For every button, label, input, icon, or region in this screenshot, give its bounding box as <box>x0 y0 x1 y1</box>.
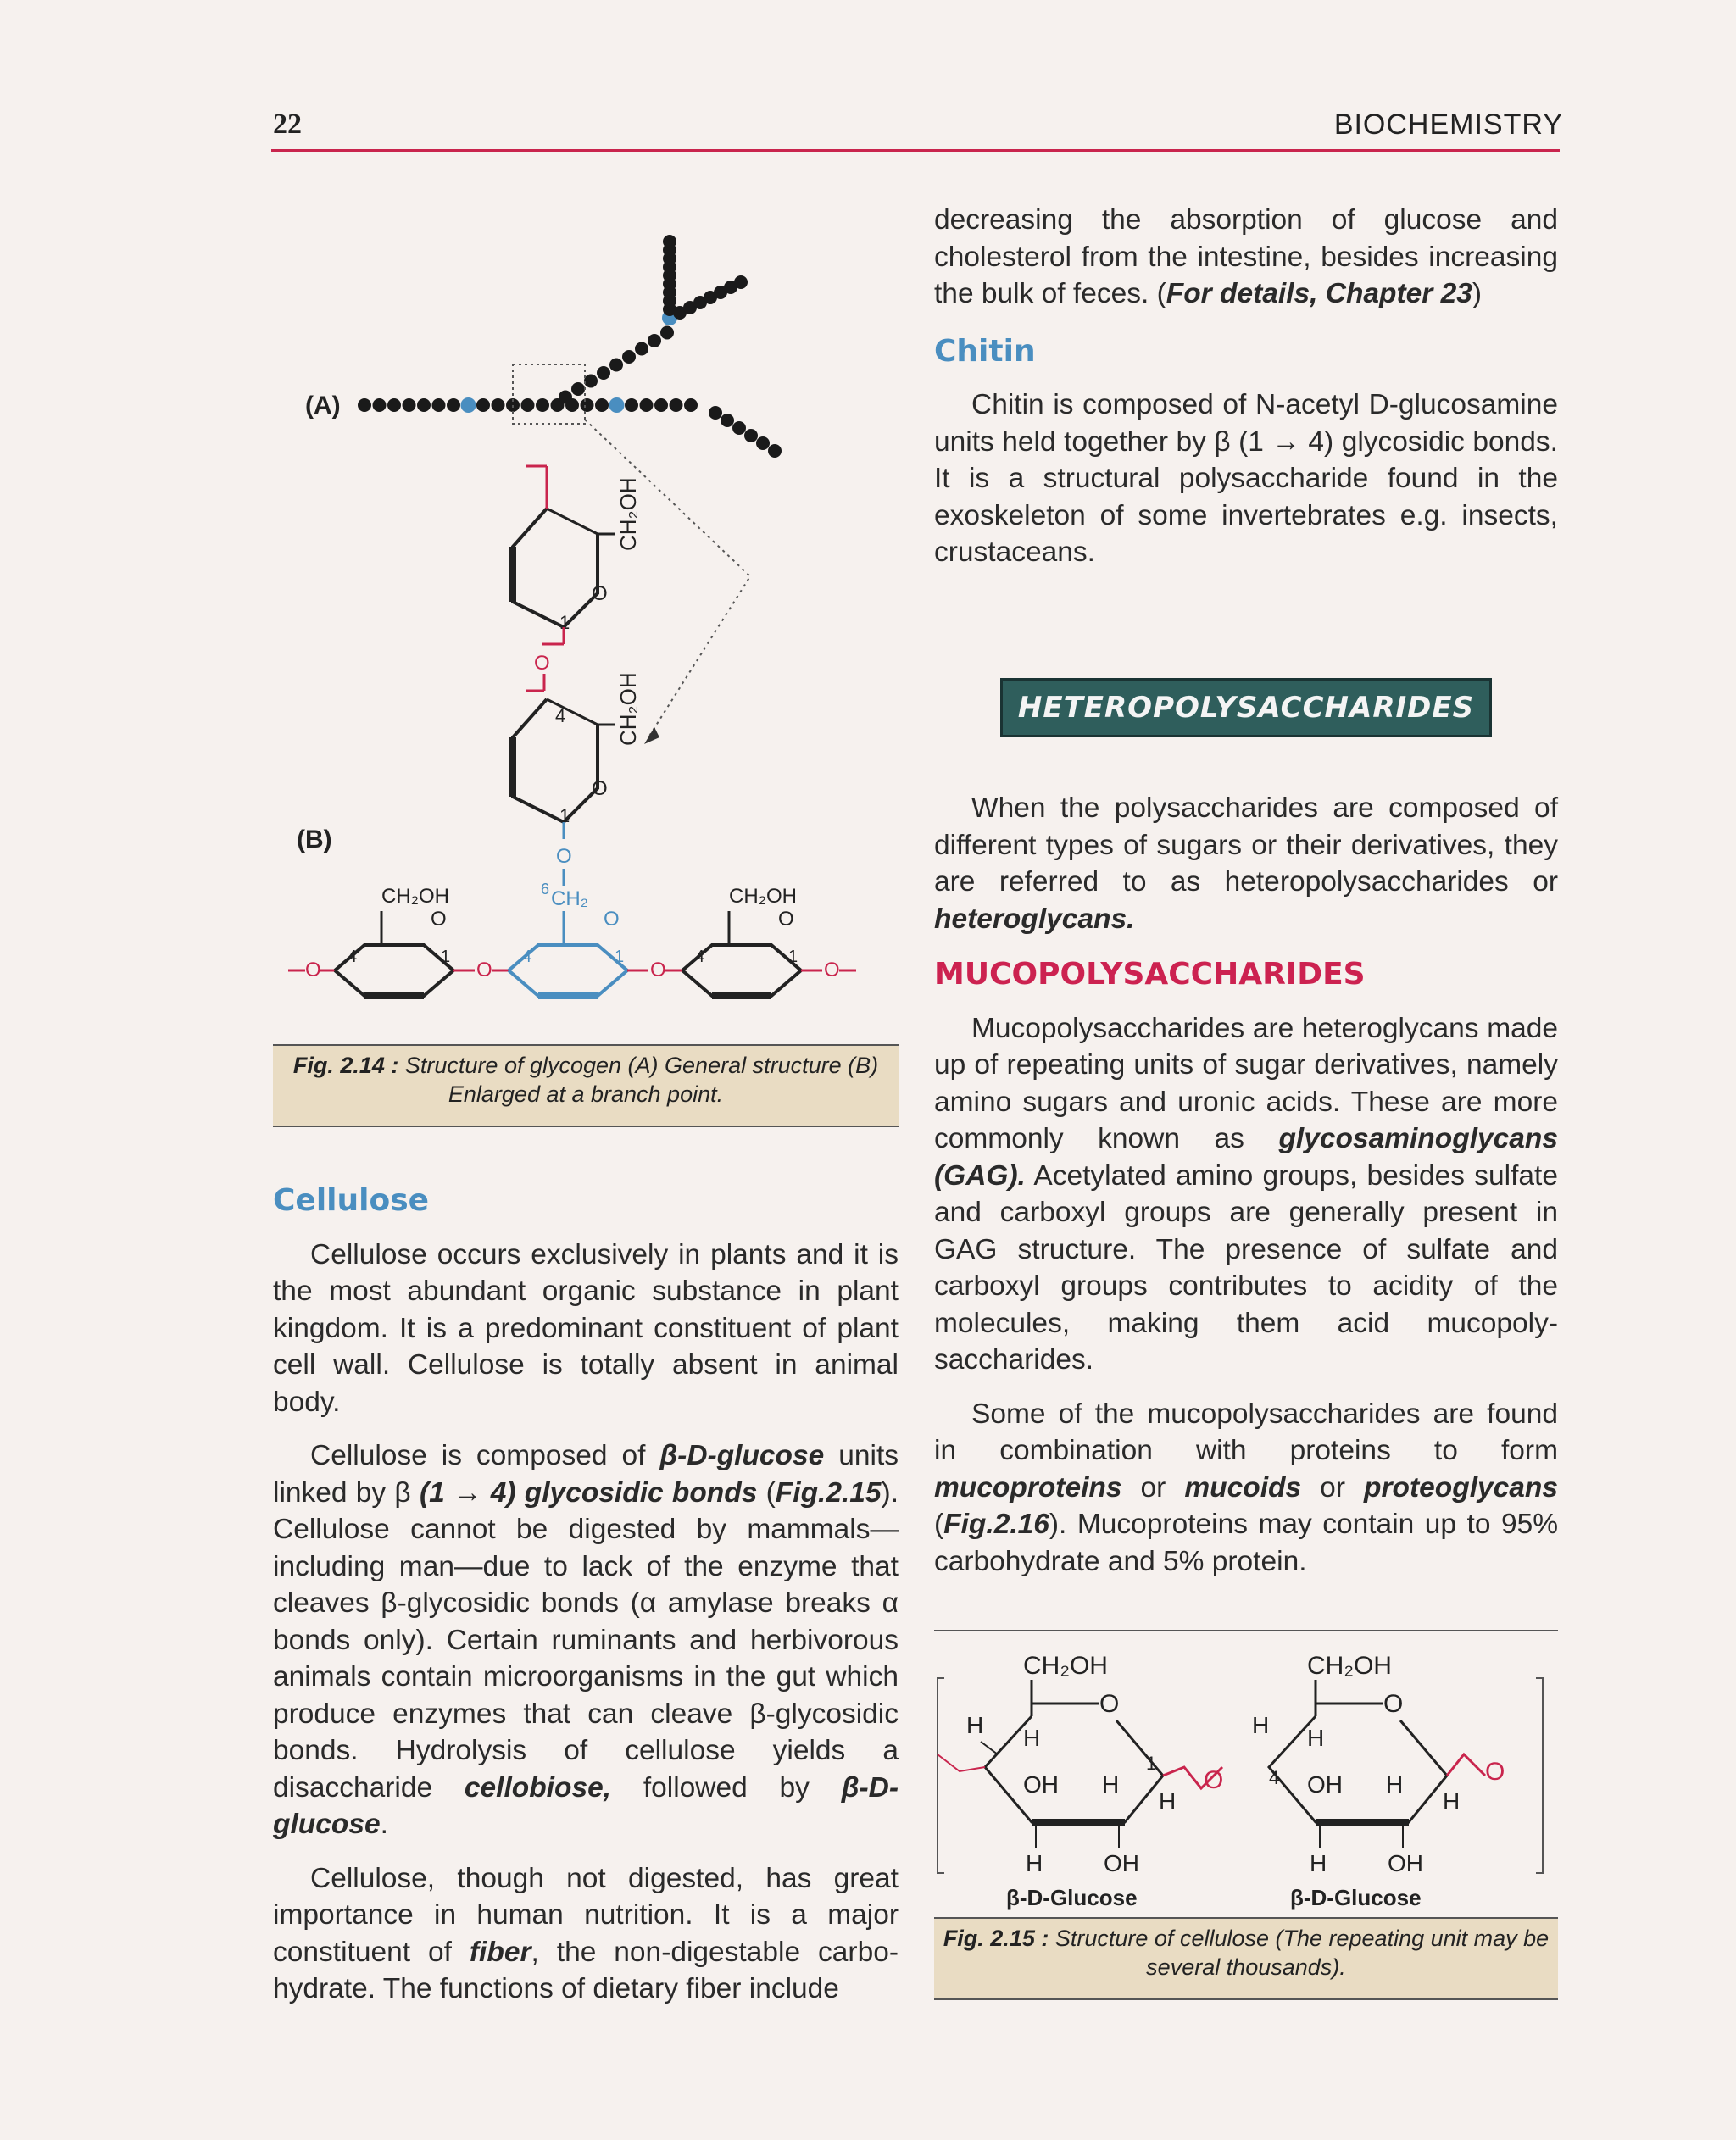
link-o-1: O <box>476 959 492 981</box>
g1-h-c2: H <box>1102 1771 1120 1798</box>
g2-h-bottom: H <box>1310 1850 1327 1876</box>
glycosidic-o-branch: O <box>556 845 572 868</box>
ring-c4-lower: 4 <box>555 705 566 726</box>
cellulose-figure <box>934 1627 1561 1915</box>
right-column-middle <box>934 790 1558 1580</box>
ring3-c1: 1 <box>788 948 798 966</box>
ring2-c4: 4 <box>522 948 532 966</box>
glucose-residue-dot <box>609 359 623 372</box>
ring-ch2oh-lower: CH₂OH <box>615 672 641 746</box>
cellulose-paragraph-2: Cellulose is composed of β-D-glucose units linked by β (1 → 4) glycosidic bonds (Fig.2.15). Cellulose cannot be digested by mammals—including man—due to lack of the enzyme that cleaves β-glycosidic bonds (α amylase breaks α bonds only). Certain ruminants and herbivorous animals contain microorganisms in the gut which produce enzymes that can cleave β-glycosidic bonds. Hydrolysis of cellulose yields a disaccharide cellobiose, followed by β-D-glucose. <box>273 1440 899 1840</box>
ring1-o: O <box>431 908 447 931</box>
g1-h-c1: H <box>1159 1788 1177 1815</box>
ring-c1-lower: 1 <box>559 805 570 826</box>
ring2-ch2: CH₂ <box>551 887 588 910</box>
fig14-label-a: (A) <box>305 392 341 420</box>
page-number: 22 <box>273 108 302 140</box>
g2-h-c2: H <box>1386 1771 1404 1798</box>
g1-c1: 1 <box>1146 1753 1157 1774</box>
g1-oh-bottom: OH <box>1104 1850 1139 1876</box>
glucose-residue-dot <box>654 398 668 412</box>
fig14-caption-text: Structure of glycogen (A) General structure (B) Enlarged at a branch point. <box>404 1053 879 1107</box>
glucose-residue-dot <box>536 398 549 412</box>
zoom-arrow-head <box>644 727 659 744</box>
ring2-c6: 6 <box>541 881 550 898</box>
glucose-residue-dot <box>734 275 748 289</box>
cellulose-paragraph-3: Cellulose, though not digested, has great importance in human nutrition. It is a major constituent of fiber, the non-digestable carbo-hydrate. The functions of dietary fiber include <box>273 1862 899 2004</box>
glucose-residue-dot <box>721 414 734 427</box>
glucose-residue-dot <box>432 398 446 412</box>
ring2-o: O <box>604 908 620 931</box>
branch-ring-upper <box>513 466 641 644</box>
glucose-residue-dot <box>709 406 722 420</box>
glucose-residue-dot <box>447 398 460 412</box>
fig15-caption-text: Structure of cellulose (The repeating unit may be several thousands). <box>1054 1926 1550 1980</box>
fig14-caption-number: Fig. 2.14 : <box>292 1053 399 1078</box>
g1-oh-c3: OH <box>1023 1771 1059 1798</box>
branch-point-dot <box>461 397 476 413</box>
glycogen-figure <box>271 195 899 1042</box>
g2-h-left: H <box>1252 1712 1270 1738</box>
chain-left-o: O <box>305 959 321 981</box>
glucose-residue-dot <box>571 382 585 396</box>
chitin-heading: Chitin <box>934 333 1036 369</box>
chain-right-o: O <box>824 959 840 981</box>
glucose-residue-dot <box>403 398 416 412</box>
glucose-residue-dot <box>756 436 770 450</box>
g1-unit-label: β-D-Glucose <box>1006 1885 1138 1910</box>
glucose-residue-dot <box>595 398 609 412</box>
mucopolysaccharides-heading: MUCOPOLYSACCHARIDES <box>934 957 1366 992</box>
g1-h-left: H <box>966 1712 984 1738</box>
ring3-o: O <box>778 908 794 931</box>
glucose-residue-dot <box>684 398 698 412</box>
g2-h-c1: H <box>1443 1788 1461 1815</box>
glucose-residue-dot <box>387 398 401 412</box>
glucose-residue-dot <box>597 366 610 380</box>
glucose-residue-dot <box>492 398 505 412</box>
ring1-c1: 1 <box>441 948 451 966</box>
g2-end-o: O <box>1485 1758 1505 1786</box>
glucose-residue-dot <box>584 375 598 388</box>
cellulose-heading: Cellulose <box>273 1183 430 1218</box>
header-rule <box>271 149 1560 152</box>
mucopolysaccharides-paragraph-1: Mucopolysaccharides are heteroglycans made up of repeating units of sugar derivatives, namely amino sugars and uronic acids. These are more commonly known as glycosaminoglycans (GAG). Acetylated amino groups, besides sulfate and carboxyl groups are generally present in GAG structure. The presence of sulfate and carboxyl groups contributes to acidity of the molecules, making them acid mucopoly-saccharides. <box>934 1012 1558 1376</box>
ring1-ch2oh: CH₂OH <box>381 885 449 908</box>
glucose-residue-dot <box>625 398 638 412</box>
cellulose-paragraph-1: Cellulose occurs exclusively in plants and it is the most abundant organic substance in plant kingdom. It is a predominant constituent of plant cell wall. Cellulose is totally absent in animal body. <box>273 1238 899 1418</box>
glucose-residue-dot <box>660 326 674 340</box>
heteropolysaccharides-paragraph: When the polysaccharides are composed of different types of sugars or their derivatives, they are referred to as heteropolysaccharides or heteroglycans. <box>934 792 1558 935</box>
fig15-caption <box>934 1917 1558 2000</box>
g1-h-bottom: H <box>1026 1850 1043 1876</box>
branch-point-dot <box>609 397 625 413</box>
glucose-residue-dot <box>358 398 371 412</box>
ring3-ch2oh: CH₂OH <box>729 885 797 908</box>
ring-o-upper: O <box>592 582 608 605</box>
fig15-caption-number: Fig. 2.15 : <box>943 1926 1049 1951</box>
glucose-residue-dot <box>640 398 654 412</box>
g2-unit-label: β-D-Glucose <box>1290 1885 1422 1910</box>
g2-c4: 4 <box>1269 1767 1280 1788</box>
ring-c1-upper: 1 <box>559 612 570 633</box>
g2-h-c4: H <box>1307 1725 1325 1751</box>
right-column-top <box>934 202 1558 571</box>
glycosidic-o-upper: O <box>534 652 550 675</box>
glucose-residue-dot <box>670 398 683 412</box>
chitin-paragraph: Chitin is composed of N-acetyl D-glucosamine units held together by β (1 → 4) glycosidic bonds. It is a structural polysaccharide found in the exoskeleton of some invertebrates e.g. insects, crustaceans. <box>934 389 1558 568</box>
ring1-c4: 4 <box>348 948 358 966</box>
left-column <box>273 1182 899 2008</box>
branch-ring-lower <box>513 672 641 839</box>
g2-ring-o: O <box>1383 1690 1404 1718</box>
ring-ch2oh-upper: CH₂OH <box>615 477 641 551</box>
running-title: BIOCHEMISTRY <box>1333 108 1563 141</box>
zoom-dotted-line <box>585 420 750 737</box>
fig14-label-b: (B) <box>297 825 332 853</box>
ring3-c4: 4 <box>695 948 705 966</box>
glucose-residue-dot <box>635 342 648 356</box>
glucose-residue-dot <box>732 421 746 435</box>
heteropolysaccharides-banner: HETEROPOLYSACCHARIDES <box>1000 678 1492 737</box>
g1-ring-o: O <box>1099 1690 1120 1718</box>
glucose-residue-dot <box>663 235 676 248</box>
fig14-caption <box>273 1044 899 1127</box>
link-o-2: O <box>650 959 666 981</box>
glucose-residue-dot <box>417 398 431 412</box>
fiber-continuation-paragraph: decreasing the absorption of glucose and cholesterol from the intestine, besides increasing the bulk of feces. (For details, Chapter 23) <box>934 204 1558 309</box>
glucose-residue-dot <box>768 444 782 458</box>
link-o: O <box>1204 1766 1224 1794</box>
glucose-residue-dot <box>476 398 490 412</box>
glucose-unit-1 <box>938 1652 1176 1910</box>
glucose-residue-dot <box>559 391 572 404</box>
glucose-residue-dot <box>648 334 661 347</box>
glucose-residue-dot <box>373 398 387 412</box>
glycogen-chain-dots <box>358 235 782 458</box>
ring-o-lower: O <box>592 777 608 800</box>
g1-h-c4: H <box>1023 1725 1041 1751</box>
g2-ch2oh: CH₂OH <box>1307 1652 1392 1680</box>
mucopolysaccharides-paragraph-2: Some of the mucopolysaccharides are found in combination with proteins to form mucoproteins or mucoids or proteoglycans (Fig.2.16). Mucoproteins may contain up to 95% carbohydrate and 5% protein. <box>934 1398 1559 1577</box>
ring2-c1: 1 <box>615 948 625 966</box>
glycogen-main-chain-b <box>288 881 856 996</box>
glucose-residue-dot <box>622 350 636 364</box>
glucose-residue-dot <box>744 429 758 442</box>
glucose-unit-2 <box>1252 1652 1505 1910</box>
g2-oh-c3: OH <box>1307 1771 1343 1798</box>
glucose-residue-dot <box>581 398 594 412</box>
g1-ch2oh: CH₂OH <box>1023 1652 1108 1680</box>
g2-oh-bottom: OH <box>1388 1850 1423 1876</box>
glucose-residue-dot <box>521 398 535 412</box>
